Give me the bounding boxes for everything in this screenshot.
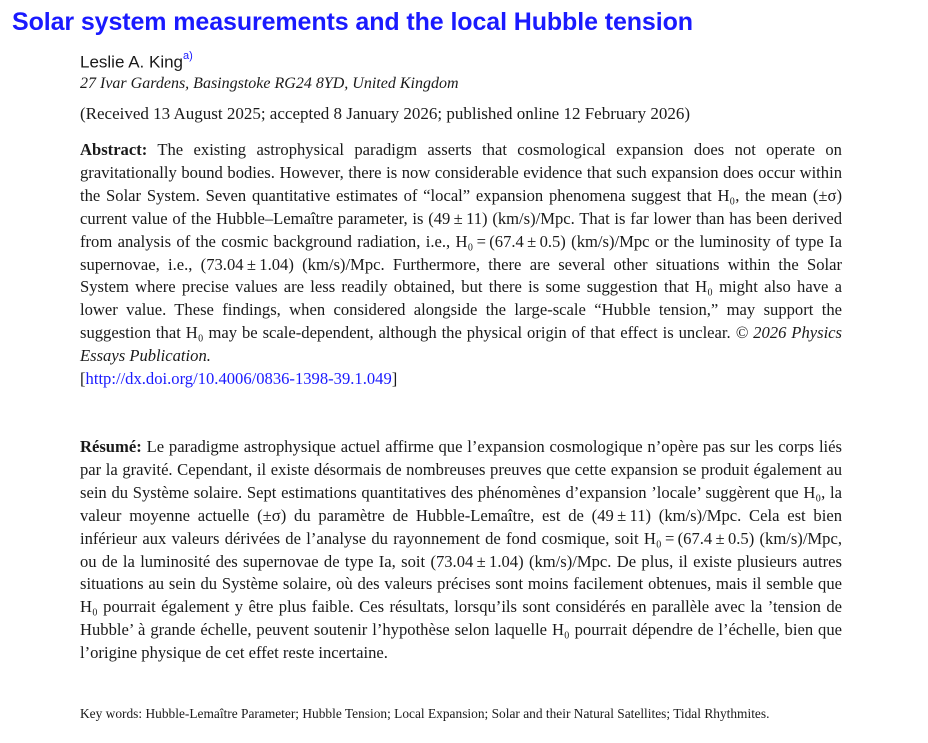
author-affiliation: 27 Ivar Gardens, Basingstoke RG24 8YD, United Kingdom (80, 75, 459, 92)
abstract-label: Abstract: (80, 140, 148, 159)
abstract-text: The existing astrophysical paradigm asserts that cosmological expansion does not operate on gravitationally bound bodies. However, there is now considerable evidence that such expansion does occur within the Solar System. Seven quantitative estimates of “local” expansion phenomena suggest that H₀, the mean (±σ) current value of the Hubble–Lemaître parameter, is (49 ± 11) (km/s)/Mpc. That is far lower than has been derived from analysis of the cosmic background radiation, i.e., H₀ = (67.4 ± 0.5) (km/s)/Mpc or the luminosity of type Ia supernovae, i.e., (73.04 ± 1.04) (km/s)/Mpc. Furthermore, there are several other situations within the Solar System where precise values are less readily obtained, but there is some suggestion that H₀ might also have a lower value. These findings, when considered alongside the large-scale “Hubble tension,” may support the suggestion that H₀ may be scale-dependent, although the physical origin of that effect is unclear. (80, 140, 842, 343)
abstract-section (80, 139, 842, 391)
resume-label: Résumé: (80, 437, 142, 456)
resume-section (80, 436, 842, 665)
author-name: Leslie A. King (80, 52, 184, 72)
copyright-notice: © 2026 Physics Essays Publication. (80, 323, 842, 366)
author-footnote-link[interactable]: a) (183, 50, 193, 62)
received-dates: (Received 13 August 2025; accepted 8 January 2026; published online 12 February 2026) (80, 104, 690, 123)
resume-text: Le paradigme astrophysique actuel affirme que l’expansion cosmologique n’opère pas sur les corps liés par la gravité. Cependant, il existe désormais de nombreuses preuves que cette expansion se produit également au sein du Système solaire. Sept estimations quantitatives des phénomènes d’expansion ’locale’ suggèrent que H₀, la valeur moyenne actuelle (±σ) du paramètre de Hubble-Lemaître, est de (49 ± 11) (km/s)/Mpc. Cela est bien inférieur aux valeurs dérivées de l’analyse du rayonnement de fond cosmique, soit H₀ = (67.4 ± 0.5) (km/s)/Mpc, ou de la luminosité des supernovae de type Ia, soit (73.04 ± 1.04) (km/s)/Mpc. De plus, il existe plusieurs autres situations au sein du Système solaire, où des valeurs précises sont moins facilement obtenues, mais il semble que H₀ pourrait également y être plus faible. Ces résultats, lorsqu’ils sont considérés en parallèle avec la ’tension de Hubble’ à grande échelle, peuvent soutenir l’hypothèse selon laquelle H₀ pourrait dépendre de l’échelle, bien que l’origine physique de cet effet reste incertaine. (80, 437, 842, 663)
author-line (80, 52, 193, 73)
keywords-label: Key words: (80, 706, 143, 721)
keywords-text: Hubble-Lemaître Parameter; Hubble Tension; Local Expansion; Solar and their Natural Satellites; Tidal Rhythmites. (145, 706, 770, 721)
doi-bracket-open: [ (80, 369, 86, 389)
keywords-section (80, 705, 845, 723)
paper-title: Solar system measurements and the local Hubble tension (12, 8, 693, 36)
doi-bracket-close: ] (391, 369, 398, 389)
doi-link[interactable]: http://dx.doi.org/10.4006/0836-1398-39.1.049 (85, 369, 392, 389)
